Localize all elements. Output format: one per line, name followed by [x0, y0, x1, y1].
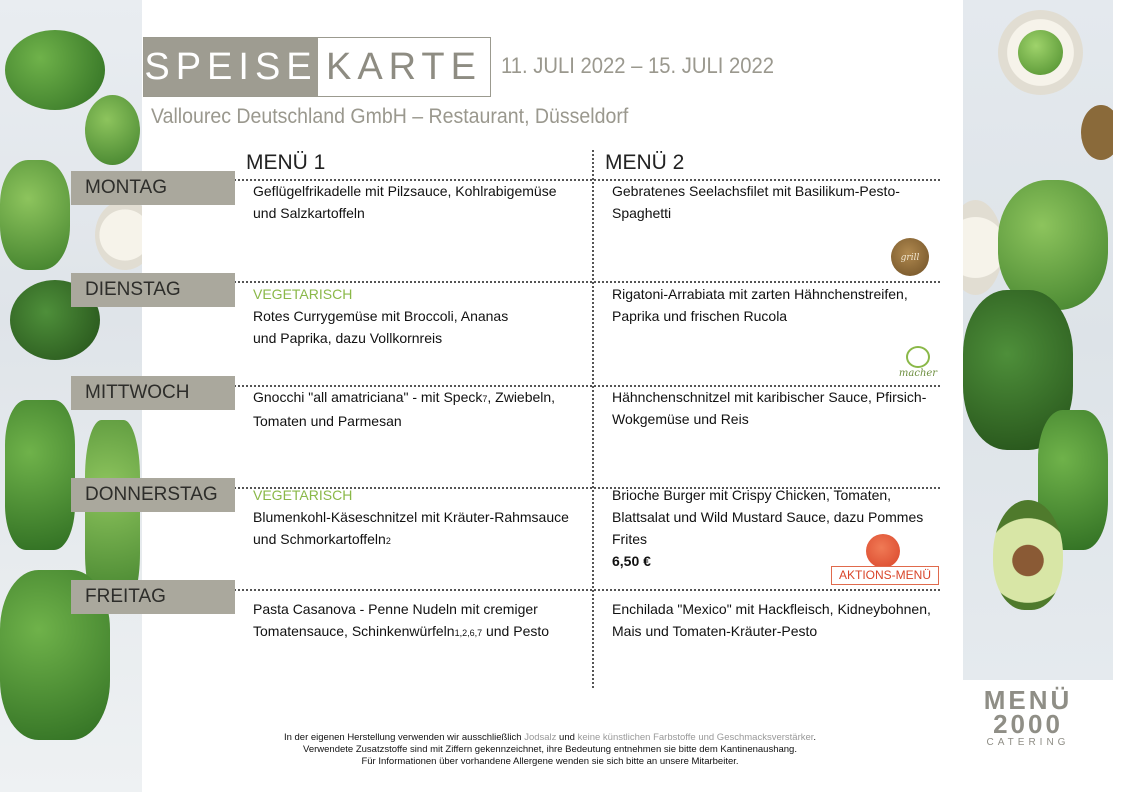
date-range: 11. JULI 2022 – 15. JULI 2022 [501, 53, 775, 78]
dish-line: Blumenkohl-Käseschnitzel mit Kräuter-Rahmsauce [253, 509, 569, 525]
dish-line: und Salzkartoffeln [253, 205, 365, 221]
subtitle: Vallourec Deutschland GmbH – Restaurant, Düsseldorf [151, 105, 629, 128]
vegetarian-tag: VEGETARISCH [253, 487, 353, 503]
dish-line: Mais und Tomaten-Kräuter-Pesto [612, 623, 818, 639]
footer-highlight: keine künstlichen Farbstoffe und Geschmacksverstärker [577, 732, 814, 743]
dish-line: Geflügelfrikadelle mit Pilzsauce, Kohlrabigemüse [253, 183, 557, 199]
row-divider [234, 589, 940, 591]
dish-line [253, 620, 549, 644]
dish-text: Tomatensauce, Schinkenwürfeln [253, 623, 455, 639]
additive-number: 2 [385, 536, 391, 546]
dish-line: Pasta Casanova - Penne Nudeln mit cremiger [253, 601, 538, 617]
column-divider [592, 150, 594, 688]
macher-icon-label: macher [898, 368, 938, 379]
dish-line: Spaghetti [612, 205, 672, 221]
dish-line: Frites [612, 531, 647, 547]
dish-text: und Schmorkartoffeln [253, 531, 386, 547]
dish-line: Brioche Burger mit Crispy Chicken, Tomaten, [612, 487, 892, 503]
menu2-montag [612, 180, 900, 224]
menu2-freitag [612, 598, 931, 642]
price: 6,50 € [612, 553, 651, 569]
footer-line [240, 732, 860, 744]
logo-line: 2000 [993, 709, 1063, 739]
dish-line: Wokgemüse und Reis [612, 411, 749, 427]
day-label-mittwoch: MITTWOCH [71, 376, 235, 410]
menu2000-logo [968, 685, 1088, 750]
footer-line: Für Informationen über vorhandene Allergene wenden sie sich bitte an unsere Mitarbeiter. [361, 756, 739, 767]
column-header-menu1: MENÜ 1 [246, 151, 326, 174]
dish-text: Gnocchi "all amatriciana" - mit Speck [253, 389, 483, 405]
vegetarian-tag: VEGETARISCH [253, 286, 353, 302]
dish-line: Tomaten und Parmesan [253, 413, 402, 429]
menu1-dienstag [253, 283, 508, 349]
dish-line [253, 528, 569, 552]
day-label-donnerstag: DONNERSTAG [71, 478, 235, 512]
column-header-menu2: MENÜ 2 [605, 151, 685, 174]
footer-notes [240, 732, 860, 768]
dish-line: Blattsalat und Wild Mustard Sauce, dazu Pommes [612, 509, 924, 525]
dish-text: , Zwiebeln, [487, 389, 556, 405]
beans-bowl-icon [95, 200, 142, 270]
green-beans-icon [5, 400, 75, 550]
dish-line: und Paprika, dazu Vollkornreis [253, 330, 443, 346]
dish-line: Paprika und frischen Rucola [612, 308, 788, 324]
beans-bowl-right-icon [963, 200, 1003, 295]
dish-line: Rigatoni-Arrabiata mit zarten Hähnchenstreifen, [612, 286, 908, 302]
aktion-icon [866, 534, 900, 568]
footer-text: . [813, 732, 817, 743]
additive-number: 1,2,6,7 [454, 628, 483, 638]
dish-line: Rotes Currygemüse mit Broccoli, Ananas [253, 308, 509, 324]
avocado-icon [993, 500, 1063, 610]
menu1-mittwoch [253, 386, 555, 432]
grill-icon-label: grill [900, 253, 920, 263]
herb-icon [0, 160, 70, 270]
dish-text: und Pesto [482, 623, 550, 639]
menu1-montag [253, 180, 556, 224]
aktions-menu-badge: AKTIONS-MENÜ [831, 566, 939, 585]
day-label-montag: MONTAG [71, 171, 235, 205]
menu1-freitag [253, 598, 549, 644]
pea-icon [1018, 30, 1063, 75]
menu2-dienstag [612, 283, 908, 327]
footer-text: und [556, 732, 578, 743]
macher-icon [896, 346, 940, 382]
title-speise: SPEISE [144, 38, 318, 96]
day-label-freitag: FREITAG [71, 580, 235, 614]
logo-line: MENÜ [983, 685, 1073, 715]
leaf-icon [85, 95, 140, 165]
menu1-donnerstag [253, 484, 569, 552]
title-box [143, 37, 491, 97]
kiwi-icon [1081, 105, 1113, 160]
logo-line: CATERING [986, 737, 1070, 748]
right-vegetable-photo [963, 0, 1113, 680]
dish-line [253, 386, 555, 410]
dish-line: Hähnchenschnitzel mit karibischer Sauce, Pfirsich- [612, 389, 927, 405]
menu2-mittwoch [612, 386, 926, 430]
footer-line: Verwendete Zusatzstoffe sind mit Ziffern gekennzeichnet, ihre Bedeutung entnehmen sie bitte dem Kantinenaushang. [303, 744, 797, 755]
footer-text: In der eigenen Herstellung verwenden wir ausschließlich [283, 732, 525, 743]
dish-line: Gebratenes Seelachsfilet mit Basilikum-Pesto- [612, 183, 900, 199]
pepper-icon [5, 30, 105, 110]
day-label-dienstag: DIENSTAG [71, 273, 235, 307]
dish-line: Enchilada "Mexico" mit Hackfleisch, Kidneybohnen, [612, 601, 931, 617]
footer-highlight: Jodsalz [524, 732, 557, 743]
additive-number: 7 [482, 394, 488, 404]
title-karte: KARTE [325, 46, 482, 88]
